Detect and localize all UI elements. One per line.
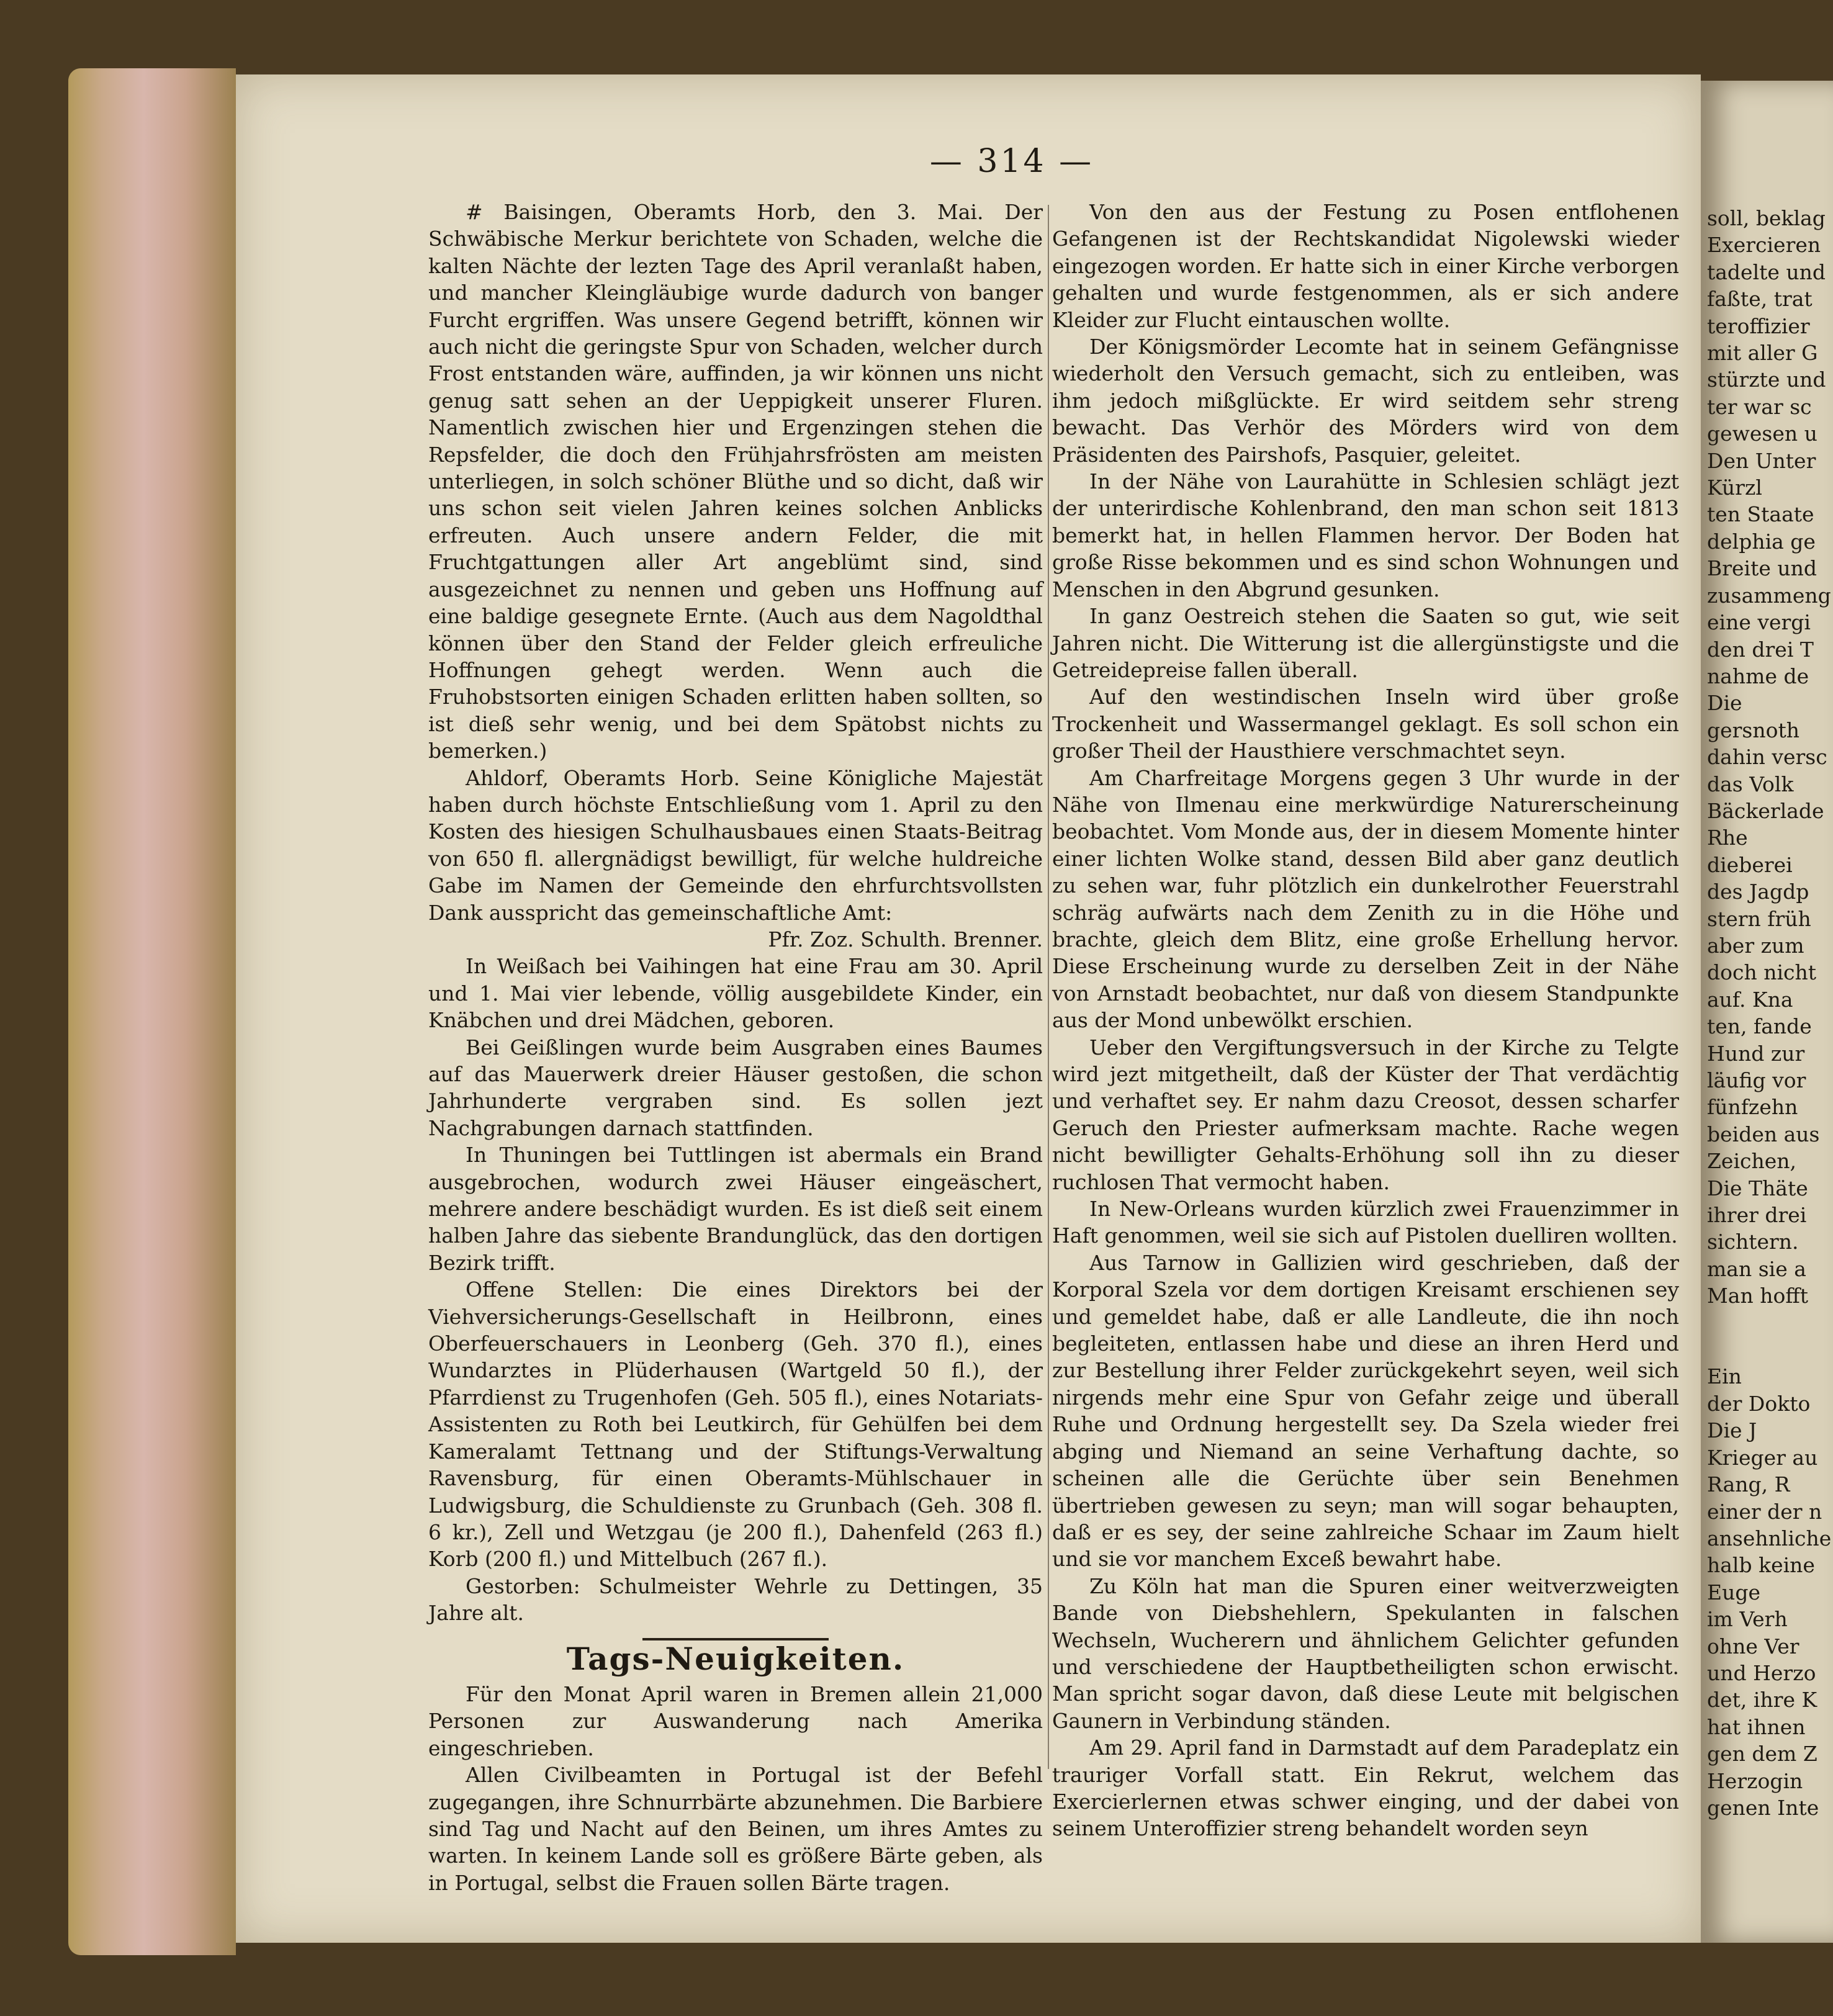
next-page-line: [1701, 1310, 1833, 1336]
next-page-line: ansehnliche: [1707, 1526, 1832, 1550]
next-page-line: tadelte und: [1707, 259, 1826, 284]
article-portugal: Allen Civilbeamten in Portugal ist der Befehl zugegangen, ihre Schnurrbärte abzunehmen. Die Barbiere sind Tag und Nacht auf den Beinen, um ihres Amtes zu warten. In keinem Lande soll es größere Bärte geben, als in Portugal, selbst die Frauen sollen Bärte tragen.: [428, 1763, 1043, 1895]
next-page-line: ihrer drei: [1707, 1203, 1807, 1228]
next-page-line: Bäckerlade: [1707, 798, 1824, 823]
article-oestreich: In ganz Oestreich stehen die Saaten so gut, wie seit Jahren nicht. Die Witterung ist die allergünstigste und die Getreidepreise fallen überall.: [1052, 604, 1679, 682]
article-baisingen: # Baisingen, Oberamts Horb, den 3. Mai. Der Schwäbische Merkur berichtete von Schaden, welche die kalten Nächte der lezten Tage des April veranlaßt haben, und mancher Kleingläubige wurde dadurch von banger Furcht ergriffen. Was unsere Gegend betrifft, können wir auch nicht die geringste Spur von Schaden, welcher durch Frost entstanden wäre, auffinden, ja wir können uns nicht genug satt sehen an der Ueppigkeit unserer Fluren. Namentlich zwischen hier und Ergenzingen stehen die Repsfelder, die doch den Frühjahrsfrösten am meisten unterliegen, in solch schöner Blüthe und so dicht, daß wir uns schon seit vielen Jahren keines solchen Anblicks erfreuten. Auch unsere andern Felder, die mit Fruchtgattungen aller Art angeblümt sind, sind ausgezeichnet zu nennen und geben uns Hoffnung auf eine baldige gesegnete Ernte. (Auch aus dem Nagoldthal können über den Stand der Felder gleich erfreuliche Hoffnungen gehegt werden. Wenn auch die Fruhobstsorten einigen Schaden erlitten haben sollten, so ist dieß sehr wenig, und bei dem Spätobst nichts zu bemerken.): [428, 200, 1043, 763]
next-page-line: Rhe: [1707, 826, 1748, 850]
article-thuningen: In Thuningen bei Tuttlingen ist abermals ein Brand ausgebrochen, wodurch zwei Häuser eingeäschert, mehrere andere beschädigt wurden. Es ist dieß seit einem halben Jahre das siebente Brandunglück, das den dortigen Bezirk trifft.: [428, 1143, 1043, 1275]
next-page-line: gen dem Z: [1707, 1742, 1817, 1766]
left-column: [428, 199, 1043, 1896]
next-page-line: Herzogin: [1707, 1768, 1803, 1793]
next-page-line: auf. Kna: [1707, 987, 1793, 1012]
next-page-line: Hund zur: [1707, 1041, 1805, 1066]
article-ilmenau: Am Charfreitage Morgens gegen 3 Uhr wurde in der Nähe von Ilmenau eine merkwürdige Naturerscheinung beobachtet. Vom Monde aus, der in diesem Momente hinter einer lichten Wolke stand, dessen Bild aber ganz deutlich zu sehen war, fuhr plötzlich ein dunkelrother Feuerstrahl schräg aufwärts nach dem Zenith zu in die Höhe und brachte, gleich dem Blitz, eine große Erhellung hervor. Diese Erscheinung wurde zu derselben Zeit in der Nähe von Arnstadt beobachtet, nur daß von diesem Standpunkte aus der Mond unbewölkt erschien.: [1052, 765, 1679, 1033]
next-page-line: einer der n: [1707, 1499, 1822, 1524]
next-page-line: Man hofft: [1707, 1284, 1809, 1308]
next-page-line: Kürzl: [1707, 475, 1762, 500]
next-page-line: nahme de: [1707, 664, 1809, 688]
column-divider: [1048, 205, 1049, 1769]
article-offene-stellen: Offene Stellen: Die eines Direktors bei der Viehversicherungs-Gesellschaft in Heilbronn, eines Oberfeuerschauers in Leonberg (Geh. 370 fl.), eines Wundarztes in Plüderhausen (Wartgeld 50 fl.), der Pfarrdienst zu Trugenhofen (Geh. 505 fl.), eines Notariats-Assistenten zu Roth bei Leutkirch, für Gehülfen bei dem Kameralamt Tettnang und der Stiftungs-Verwaltung Ravensburg, für einen Oberamts-Mühlschauer in Ludwigsburg, die Schuldienste zu Grunbach (Geh. 308 fl. 6 kr.), Zell und Wetzgau (je 200 fl.), Dahenfeld (263 fl.) Korb (200 fl.) und Mittelbuch (267 fl.).: [428, 1277, 1043, 1572]
article-laurahuette: In der Nähe von Laurahütte in Schlesien schlägt jezt der unterirdische Kohlenbrand, den man schon seit 1813 bemerkt hat, in hellen Flammen hervor. Der Boden hat große Risse bekommen und es sind schon Wohnungen und Menschen in den Abgrund gesunken.: [1052, 469, 1679, 601]
article-posen: Von den aus der Festung zu Posen entflohenen Gefangenen ist der Rechtskandidat Nigolewski wieder eingezogen worden. Er hatte sich in einer Kirche verborgen gehalten und wurde festgenommen, als er sich andere Kleider zur Flucht eintauschen wollte.: [1052, 200, 1679, 332]
next-page-line: Die Thäte: [1707, 1176, 1808, 1200]
next-page-line: hat ihnen: [1707, 1714, 1806, 1739]
next-page-line: Den Unter: [1707, 448, 1816, 473]
next-page-line: Breite und: [1707, 556, 1817, 581]
next-page-line: zusammeng: [1707, 583, 1831, 608]
next-page-line: läufig vor: [1707, 1068, 1806, 1092]
next-page-line: Euge: [1707, 1580, 1760, 1604]
next-page-line: stern früh: [1707, 906, 1811, 931]
next-page-line: stürzte und: [1707, 367, 1826, 392]
next-page-line: ohne Ver: [1707, 1634, 1799, 1658]
next-page-line: sichtern.: [1707, 1230, 1799, 1254]
article-new-orleans: In New-Orleans wurden kürzlich zwei Frauenzimmer in Haft genommen, weil sie sich auf Pistolen duelliren wollten.: [1052, 1197, 1679, 1248]
next-page-line: gersnoth: [1707, 718, 1799, 742]
next-page-line: ter war sc: [1707, 394, 1812, 419]
next-page-line: Zeichen,: [1707, 1149, 1797, 1174]
next-page-line: doch nicht: [1707, 960, 1817, 985]
article-koeln: Zu Köln hat man die Spuren einer weitverzweigten Bande von Diebshehlern, Spekulanten in falschen Wechseln, Wucherern und ähnlichem Gelichter gefunden und verschiedene der Hauptbetheiligten schon erwischt. Man spricht sogar davon, daß diese Leute mit belgischen Gaunern in Verbindung ständen.: [1052, 1573, 1679, 1733]
page-number: — 314 —: [929, 143, 1094, 180]
article-bremen: Für den Monat April waren in Bremen allein 21,000 Personen zur Auswanderung nach Amerika eingeschrieben.: [428, 1681, 1043, 1760]
next-page-line: faßte, trat: [1707, 287, 1813, 312]
next-page-line: des Jagdp: [1707, 880, 1809, 904]
next-page-line: halb keine: [1707, 1553, 1815, 1578]
next-page-line: den drei T: [1707, 637, 1814, 662]
next-page-line: Rang, R: [1707, 1472, 1790, 1497]
next-page-line: ten, fande: [1707, 1014, 1812, 1039]
next-page-line: Ein: [1707, 1364, 1742, 1389]
article-gestorben: Gestorben: Schulmeister Wehrle zu Dettingen, 35 Jahre alt.: [428, 1573, 1043, 1626]
next-page-line: dieberei: [1707, 852, 1793, 877]
article-ahldorf: Ahldorf, Oberamts Horb. Seine Königliche Majestät haben durch höchste Entschließung vom 1. April zu den Kosten des hiesigen Schulhausbaues einen Staats-Beitrag von 650 fl. allergnädigst bewilligt, für welche huldreiche Gabe im Namen der Gemeinde den ehrfurchtsvollsten Dank ausspricht das gemeinschaftliche Amt:: [428, 765, 1043, 925]
next-page-line: im Verh: [1707, 1607, 1788, 1632]
next-page-line: dahin versc: [1707, 745, 1827, 770]
next-page-line: Krieger au: [1707, 1445, 1818, 1470]
article-tarnow: Aus Tarnow in Gallizien wird geschrieben, daß der Korporal Szela vor dem dortigen Kreisamt erschienen sey und gemeldet habe, daß er alle Landleute, die ihn noch begleiteten, entlassen habe und diese an ihren Herd und zur Bestellung ihrer Felder zurückgekehrt seyen, weil sich nirgends mehr eine Spur von Gefahr zeige und überall Ruhe und Ordnung hergestellt sey. Da Szela wieder frei abging und Niemand an seine Verhaftung dachte, so scheinen alle die Gerüchte über sein Benehmen übertrieben gewesen zu seyn; man will sogar behaupten, daß er es sey, der seine zahlreiche Schaar im Zaum hielt und sie vor manchem Exceß bewahrt habe.: [1052, 1250, 1679, 1572]
next-page-edge: [1701, 81, 1833, 1943]
article-lecomte: Der Königsmörder Lecomte hat in seinem Gefängnisse wiederholt den Versuch gemacht, sich zu entleiben, was ihm jedoch mißglückte. Er wird seitdem sehr streng bewacht. Das Verhör des Mörders wird von dem Präsidenten des Pairshofs, Pasquier, geleitet.: [1052, 335, 1679, 467]
next-page-line: man sie a: [1707, 1256, 1806, 1281]
article-westindien: Auf den westindischen Inseln wird über große Trockenheit und Wassermangel geklagt. Es soll schon ein großer Theil der Hausthiere verschmachtet seyn.: [1052, 685, 1679, 763]
next-page-line: das Volk: [1707, 772, 1794, 796]
article-ahldorf-signature: Pfr. Zoz. Schulth. Brenner.: [768, 927, 1043, 952]
next-page-line: aber zum: [1707, 933, 1804, 958]
next-page-line: eine vergi: [1707, 610, 1811, 635]
next-page-line: Die: [1707, 691, 1742, 716]
next-page-line: teroffizier: [1707, 313, 1810, 338]
next-page-line: ten Staate: [1707, 502, 1814, 527]
next-page-line: Exercieren: [1707, 233, 1821, 258]
next-page-line: und Herzo: [1707, 1660, 1816, 1685]
section-title-tags-neuigkeiten: Tags-Neuigkeiten.: [566, 1640, 905, 1677]
next-page-line: delphia ge: [1707, 529, 1816, 554]
article-geisslingen: Bei Geißlingen wurde beim Ausgraben eines Baumes auf das Mauerwerk dreier Häuser gestoßen, die schon Jahrhunderte vergraben sind. Es sollen jezt Nachgrabungen darnach stattfinden.: [428, 1035, 1043, 1140]
next-page-line: beiden aus: [1707, 1122, 1820, 1146]
article-telgte: Ueber den Vergiftungsversuch in der Kirche zu Telgte wird jezt mitgetheilt, daß der Küster der That verdächtig und verhaftet sey. Er nahm dazu Creosot, dessen scharfer Geruch den Priester aufmerksam machte. Rache wegen nicht bewilligter Gehalts-Erhöhung soll ihn zu dieser ruchlosen That vermocht haben.: [1052, 1035, 1679, 1194]
next-page-line: Die J: [1707, 1418, 1757, 1443]
next-page-line: mit aller G: [1707, 341, 1818, 366]
next-page-line: gewesen u: [1707, 421, 1817, 446]
section-divider: [642, 1638, 829, 1640]
next-page-line: genen Inte: [1707, 1795, 1819, 1820]
article-weissach: In Weißach bei Vaihingen hat eine Frau am 30. April und 1. Mai vier lebende, völlig ausgebildete Kinder, ein Knäbchen und drei Mädchen, geboren.: [428, 954, 1043, 1033]
next-page-line: [1701, 1336, 1833, 1363]
right-column: [1052, 199, 1679, 1842]
next-page-line: fünfzehn: [1707, 1095, 1798, 1120]
next-page-line: det, ihre K: [1707, 1688, 1817, 1712]
next-page-fragments: [1701, 81, 1833, 1821]
book-page-edges: [68, 68, 236, 1955]
next-page-line: der Dokto: [1707, 1391, 1811, 1416]
article-darmstadt: Am 29. April fand in Darmstadt auf dem Paradeplatz ein trauriger Vorfall statt. Ein Rekrut, welchem das Exercierlernen etwas schwer einging, und der dabei von seinem Unteroffizier streng behandelt worden seyn: [1052, 1735, 1679, 1841]
next-page-line: soll, beklag: [1707, 206, 1826, 230]
